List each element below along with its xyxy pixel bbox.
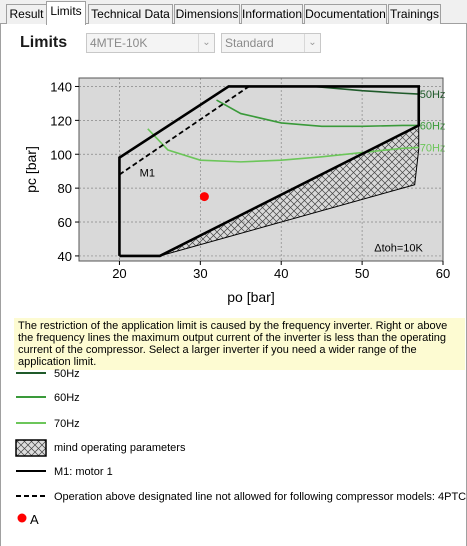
- x-tick-label: 50: [354, 266, 370, 281]
- x-tick-label: 60: [435, 266, 451, 281]
- series-label: 70Hz: [419, 142, 446, 155]
- hatch-swatch-icon: [14, 438, 48, 458]
- page-title: Limits: [20, 34, 68, 51]
- y-tick-label: 80: [57, 181, 72, 197]
- chart-annotation: M1: [139, 167, 155, 180]
- series-label: 50Hz: [419, 89, 446, 102]
- x-tick-label: 30: [193, 266, 208, 281]
- variant-select-value: Standard: [225, 36, 274, 50]
- legend-label: M1: motor 1: [54, 466, 113, 478]
- variant-select[interactable]: [221, 33, 321, 53]
- chevron-down-icon: ⌄: [198, 34, 214, 52]
- tab-bar: [0, 0, 467, 24]
- legend-label: 60Hz: [54, 392, 80, 404]
- model-select[interactable]: [86, 33, 215, 53]
- y-tick-label: 100: [50, 147, 72, 163]
- y-axis-label: pc [bar]: [23, 146, 39, 193]
- model-select-value: 4MTE-10K: [90, 36, 148, 50]
- y-tick-label: 140: [50, 79, 72, 95]
- dashed-line-swatch-icon: [14, 487, 48, 507]
- tab-trainings[interactable]: Trainings: [388, 4, 441, 24]
- line-swatch-icon: [14, 364, 48, 384]
- inverter-note: The restriction of the application limit is caused by the frequency inverter. Right or above the frequency lines the maximum output current of the inverter is less than the operating current of the compressor. Select a larger inverter if you need a wider range of the application limit.: [14, 318, 465, 370]
- tab-result[interactable]: Result: [6, 4, 47, 24]
- tab-limits[interactable]: Limits: [46, 1, 86, 25]
- x-tick-label: 20: [112, 266, 127, 281]
- tab-documentation[interactable]: Documentation: [304, 4, 387, 24]
- legend-label: 50Hz: [54, 368, 80, 380]
- y-tick-label: 60: [57, 215, 72, 231]
- y-tick-label: 120: [50, 113, 72, 129]
- line-swatch-icon: [14, 462, 48, 482]
- series-label: 60Hz: [419, 120, 446, 133]
- line-swatch-icon: [14, 388, 48, 408]
- legend-label: 70Hz: [54, 418, 80, 430]
- legend-label: A: [30, 512, 39, 527]
- line-swatch-icon: [14, 414, 48, 434]
- limits-chart: [0, 64, 467, 316]
- operating-point: [200, 192, 209, 201]
- x-axis-label: po [bar]: [227, 289, 275, 305]
- chevron-down-icon: ⌄: [304, 34, 320, 52]
- x-tick-label: 40: [273, 266, 289, 281]
- tab-dimensions[interactable]: Dimensions: [174, 4, 240, 24]
- chart-annotation: Δtoh=10K: [374, 242, 423, 255]
- y-tick-label: 40: [57, 248, 72, 264]
- legend-label: mind operating parameters: [54, 442, 186, 454]
- tab-information[interactable]: Information: [241, 4, 303, 24]
- tab-technical-data[interactable]: Technical Data: [88, 4, 173, 24]
- legend-label: Operation above designated line not allowed for following compressor models: 4PTC: [54, 491, 467, 503]
